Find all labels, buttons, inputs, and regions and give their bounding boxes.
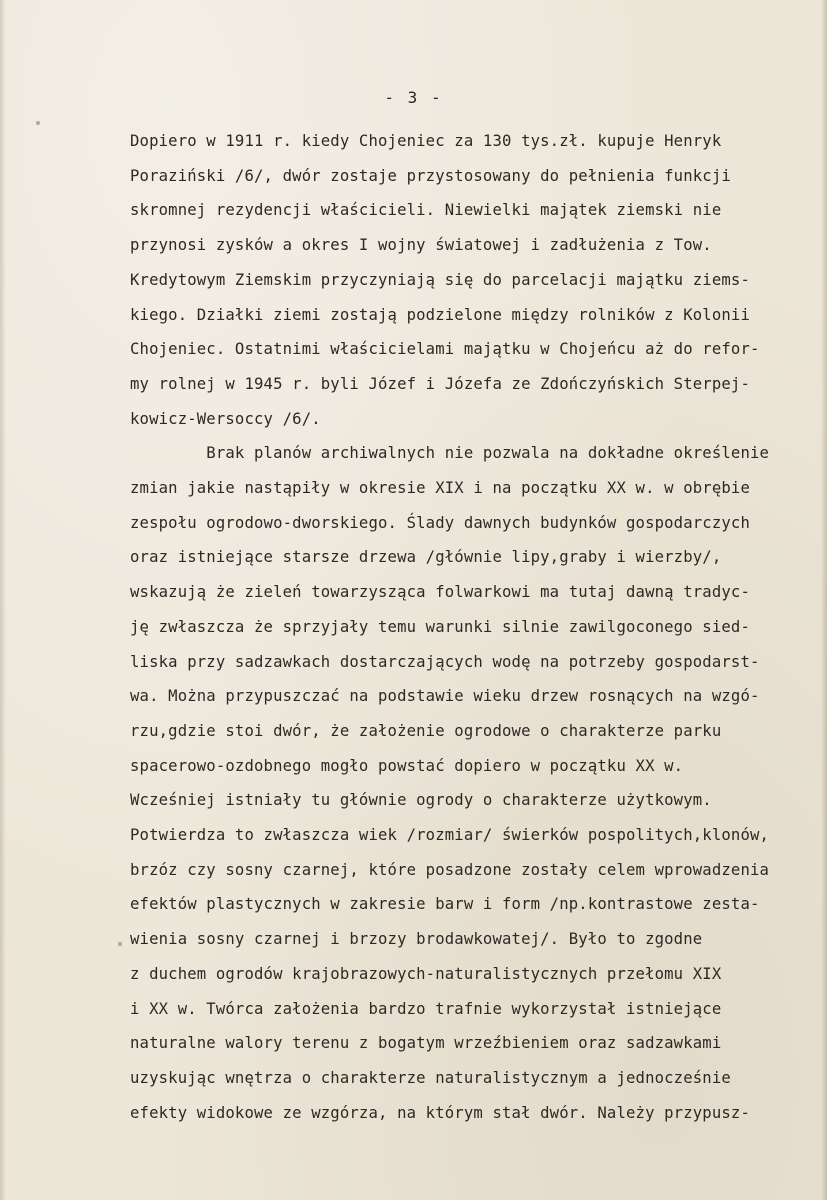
text-line: przynosi zysków a okres I wojny światowej i zadłużenia z Tow.: [130, 236, 712, 255]
text-line: spacerowo-ozdobnego mogło powstać dopiero w początku XX w.: [130, 756, 684, 775]
text-line: uzyskując wnętrza o charakterze naturalistycznym a jednocześnie: [130, 1068, 731, 1087]
text-line: zmian jakie nastąpiły w okresie XIX i na początku XX w. w obrębie: [130, 479, 750, 498]
text-line: efektów plastycznych w zakresie barw i form /np.kontrastowe zesta-: [130, 895, 760, 914]
text-line: my rolnej w 1945 r. byli Józef i Józefa ze Zdończyńskich Sterpej-: [130, 374, 750, 393]
text-line: i XX w. Twórca założenia bardzo trafnie wykorzystał istniejące: [130, 999, 722, 1018]
text-line: kiego. Działki ziemi zostają podzielone między rolników z Kolonii: [130, 305, 750, 324]
text-line: Brak planów archiwalnych nie pozwala na dokładne określenie: [130, 444, 770, 463]
text-line: kowicz-Wersoccy /6/.: [130, 409, 321, 428]
page-edge-shadow-right: [821, 0, 827, 1200]
ink-speck: [36, 121, 40, 125]
text-line: Potwierdza to zwłaszcza wiek /rozmiar/ świerków pospolitych,klonów,: [130, 826, 770, 845]
text-line: Wcześniej istniały tu głównie ogrody o charakterze użytkowym.: [130, 791, 712, 810]
text-line: brzóz czy sosny czarnej, które posadzone zostały celem wprowadzenia: [130, 860, 770, 879]
page-edge-shadow-left: [0, 0, 6, 1200]
text-line: oraz istniejące starsze drzewa /głównie lipy,graby i wierzby/,: [130, 548, 722, 567]
text-line: Dopiero w 1911 r. kiedy Chojeniec za 130 tys.zł. kupuje Henryk: [130, 132, 722, 150]
text-line: naturalne walory terenu z bogatym wrzeźbieniem oraz sadzawkami: [130, 1034, 722, 1053]
text-line: wienia sosny czarnej i brzozy brodawkowatej/. Było to zgodne: [130, 930, 703, 949]
text-line: zespołu ogrodowo-dworskiego. Ślady dawnych budynków gospodarczych: [130, 513, 750, 532]
text-line: skromnej rezydencji właścicieli. Niewielki majątek ziemski nie: [130, 201, 722, 220]
text-line: liska przy sadzawkach dostarczających wodę na potrzeby gospodarst-: [130, 652, 760, 671]
text-line: Poraziński /6/, dwór zostaje przystosowany do pełnienia funkcji: [130, 166, 731, 185]
text-line: Kredytowym Ziemskim przyczyniają się do parcelacji majątku ziems-: [130, 270, 750, 289]
text-line: wa. Można przypuszczać na podstawie wieku drzew rosnących na wzgó-: [130, 687, 760, 706]
text-line: rzu,gdzie stoi dwór, że założenie ogrodowe o charakterze parku: [130, 721, 722, 740]
page-number: - 3 -: [384, 88, 443, 107]
text-line: z duchem ogrodów krajobrazowych-naturalistycznych przełomu XIX: [130, 964, 722, 983]
text-line: Chojeniec. Ostatnimi właścicielami majątku w Chojeńcu aż do refor-: [130, 340, 760, 359]
text-line: efekty widokowe ze wzgórza, na którym stał dwór. Należy przypusz-: [130, 1103, 750, 1122]
ink-speck: [118, 942, 122, 946]
text-line: wskazują że zieleń towarzysząca folwarkowi ma tutaj dawną tradyc-: [130, 583, 750, 602]
text-line: ję zwłaszcza że sprzyjały temu warunki silnie zawilgoconego sied-: [130, 617, 750, 636]
typed-text-body: [130, 124, 820, 1130]
